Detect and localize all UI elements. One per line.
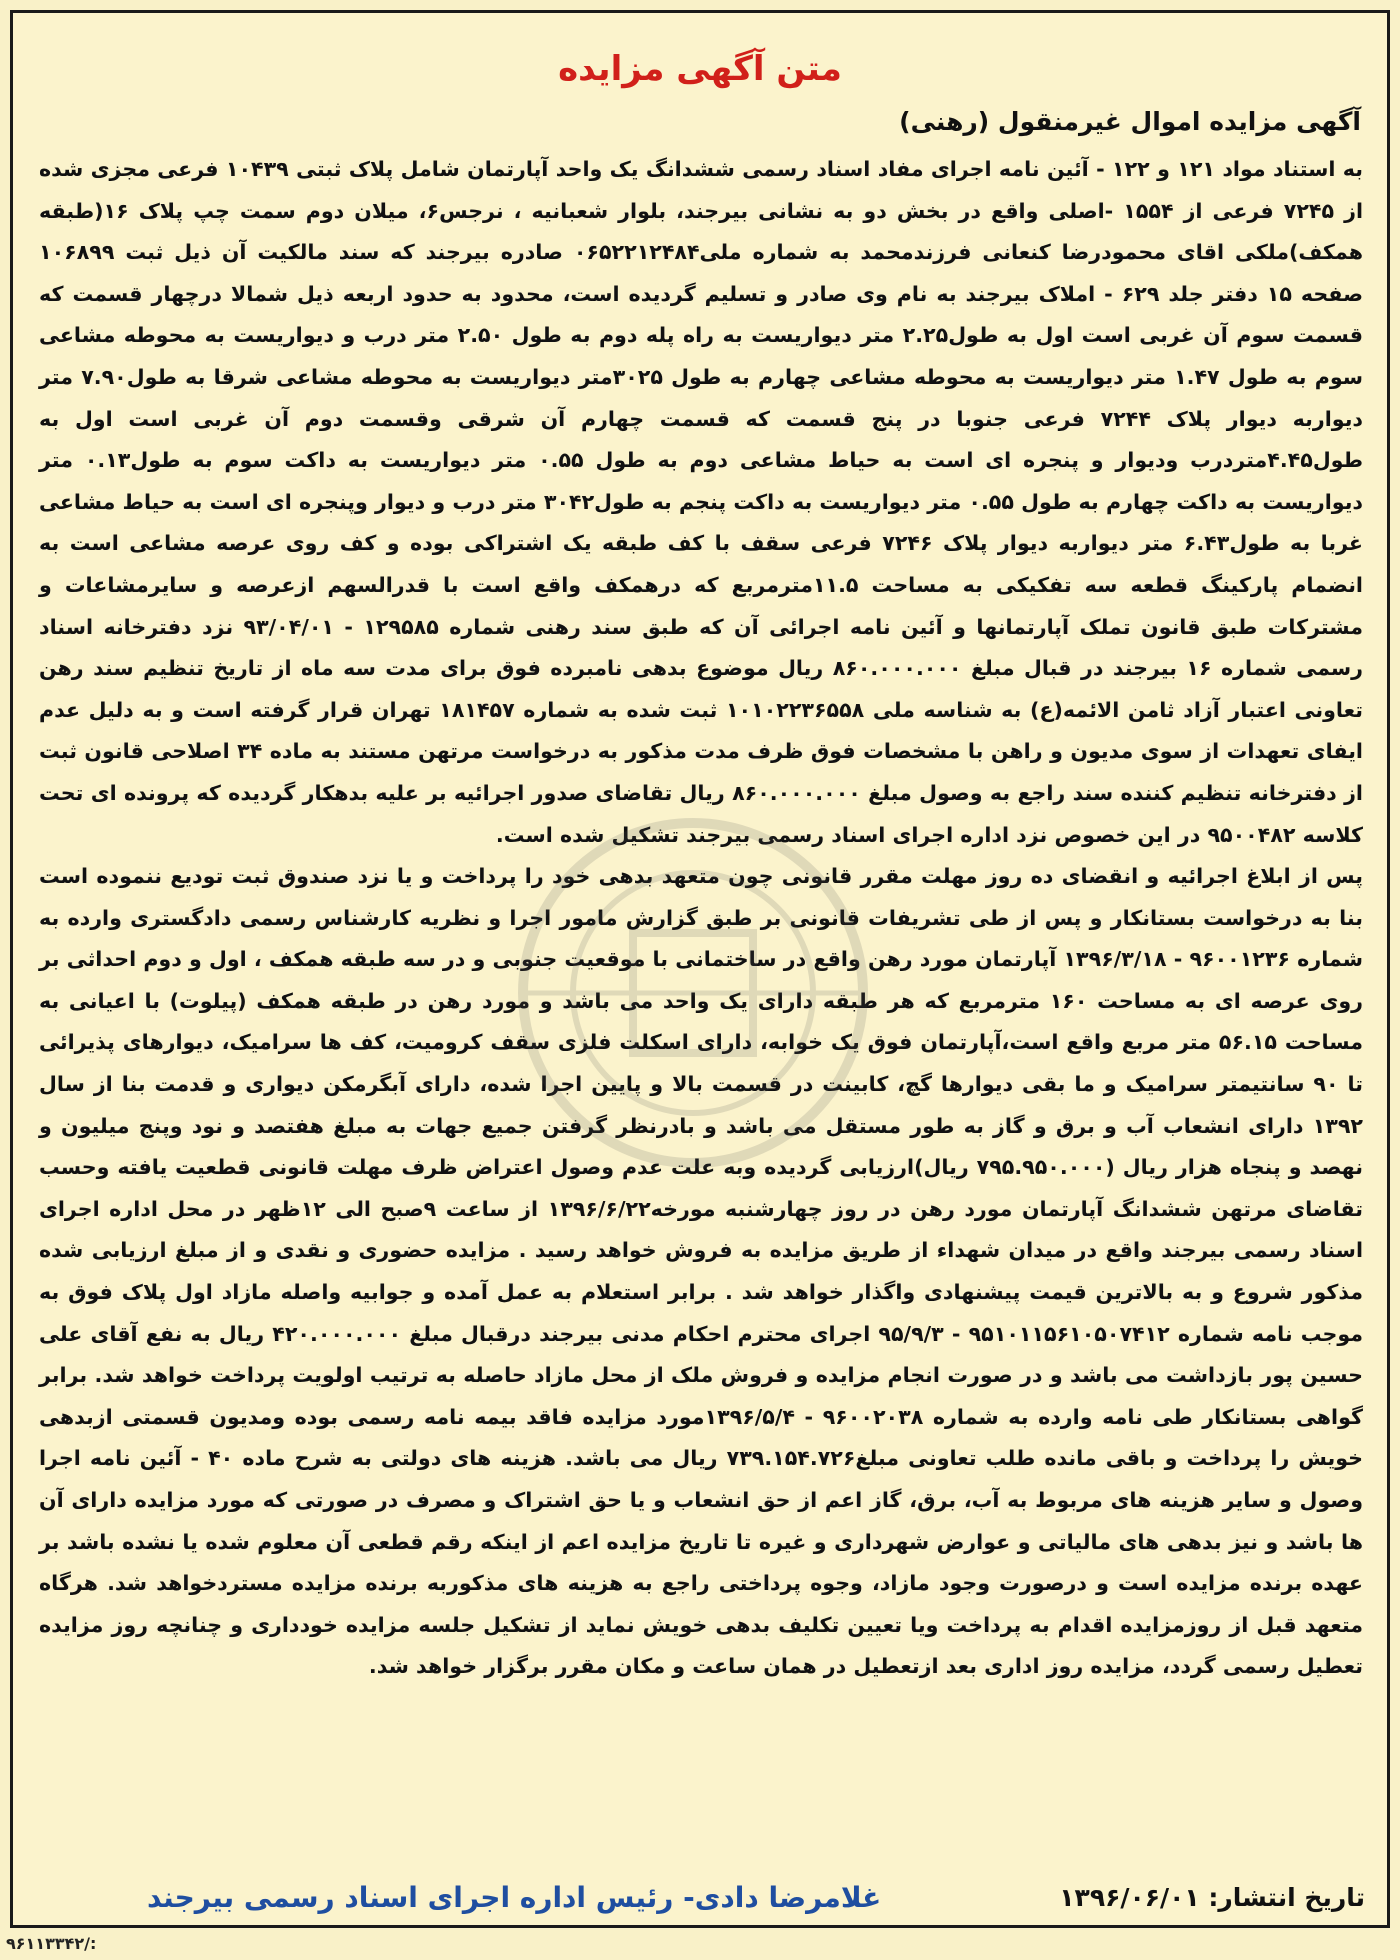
parsnamad-watermark-icon [483,793,903,1233]
ad-paragraph-2: پس از ابلاغ اجرائیه و انقضای ده روز مهلت مقرر قانونی چون متعهد بدهی خود را پرداخت و یا نزد صندوق ثبت تودیع ننموده است بنا به درخواست بستانکار و پس از طی تشریفات قانونی بر طبق گزارش مامور اجرا و نظریه کارشناس رسمی دادگستری وارده به شماره ۹۶۰۰۱۲۳۶ - ۱۳۹۶/۳/۱۸ آپارتمان مورد رهن واقع در ساختمانی با موقعیت جنوبی و در سه طبقه همکف ، اول و دوم احداثی بر روی عرصه ای به مساحت ۱۶۰ مترمربع که هر طبقه دارای یک واحد می باشد و مورد رهن در طبقه همکف (پیلوت) با اعیانی به مساحت ۵۶.۱۵ متر مربع واقع است،آپارتمان فوق یک خوابه، دارای اسکلت فلزی سقف کرومیت، کف ها سرامیک، دیوارهای پذیرائی تا ۹۰ سانتیمتر سرامیک و ما بقی دیوارها گچ، کابینت در قسمت بالا و پایین اجرا شده، دارای آبگرمکن دیواری و قدمت بنا از سال ۱۳۹۲ دارای انشعاب آب و برق و گاز به طور مستقل می باشد و بادرنظر گرفتن جمیع جهات به مبلغ هفتصد و نود وپنج میلیون و نهصد و پنجاه هزار ریال (۷۹۵.۹۵۰.۰۰۰ ریال)ارزیابی گردیده وبه علت عدم وصول اعتراض ظرف مهلت قانونی قطعیت یافته وحسب تقاضای مرتهن ششدانگ آپارتمان مورد رهن در روز چهارشنبه مورخه۱۳۹۶/۶/۲۲ از ساعت ۹صبح الی ۱۲ظهر در محل اداره اجرای اسناد رسمی بیرجند واقع در میدان شهداء از طریق مزایده به فروش خواهد رسید . مزایده حضوری و نقدی و از مبلغ ارزیابی شده مذکور شروع و به بالاترین قیمت پیشنهادی واگذار خواهد شد . برابر استعلام به عمل آمده و جوابیه واصله مازاد اول پلاک فوق به موجب نامه شماره ۹۵۱۰۱۱۵۶۱۰۵۰۷۴۱۲ - ۹۵/۹/۳ اجرای محترم احکام مدنی بیرجند درقبال مبلغ ۴۲۰.۰۰۰.۰۰۰ ریال به نفع آقای علی حسین پور بازداشت می باشد و در صورت انجام مزایده و فروش ملک از محل مازاد حاصله به ترتیب اولویت پرداخت خواهد شد. برابر گواهی بستانکار طی نامه وارده به شماره ۹۶۰۰۲۰۳۸ - ۱۳۹۶/۵/۴مورد مزایده فاقد بیمه نامه رسمی بوده ومدیون قسمتی ازبدهی خویش را پرداخت و باقی مانده طلب تعاونی مبلغ۷۳۹.۱۵۴.۷۲۶ ریال می باشد. هزینه های دولتی به شرح ماده ۴۰ - آئین نامه اجرا وصول و سایر هزینه های مربوط به آب، برق، گاز اعم از حق انشعاب و یا حق اشتراک و مصرف در صورتی که مورد مزایده دارای آن ها باشد و نیز بدهی های مالیاتی و عوارض شهرداری و غیره تا تاریخ مزایده اعم از اینکه رقم قطعی آن معلوم شده یا نشده باشد بر عهده برنده مزایده است و درصورت وجود مازاد، وجوه پرداختی راجع به هزینه های مذکوربه برنده مزایده مستردخواهد شد. هرگاه متعهد قبل از روزمزایده اقدام به پرداخت ویا تعیین تکلیف بدهی خویش نماید از تشکیل جلسه مزایده خودداری و چنانچه روز مزایده تعطیل رسمی گردد، مزایده روز اداری بعد ازتعطیل در همان ساعت و مکان مقرر برگزار خواهد شد. [39,864,1364,1679]
ad-title: متن آگهی مزایده [558,49,842,89]
signature-line: غلامرضا دادی- رئیس اداره اجرای اسناد رسمی بیرجند [147,1881,882,1914]
ad-code: ۹۶۱۱۳۳۴۲/: [6,1934,97,1953]
ad-border-frame [10,10,1390,1928]
publish-date: تاریخ انتشار: ۱۳۹۶/۰۶/۰۱ [1059,1883,1365,1912]
ad-footer [37,1877,1365,1925]
ad-paragraph-1: به استناد مواد ۱۲۱ و ۱۲۲ - آئین نامه اجرای مفاد اسناد رسمی ششدانگ یک واحد آپارتمان شامل پلاک ثبتی ۱۰۴۳۹ فرعی مجزی شده از ۷۲۴۵ فرعی از ۱۵۵۴ -اصلی واقع در بخش دو به نشانی بیرجند، بلوار شعبانیه ، نرجس۶، میلان دوم سمت چپ پلاک ۱۶(طبقه همکف)ملکی اقای محمودرضا کنعانی فرزندمحمد به شماره ملی۰۶۵۲۲۱۲۴۸۴ صادره بیرجند که سند مالکیت آن ذیل ثبت ۱۰۶۸۹۹ صفحه ۱۵ دفتر جلد ۶۲۹ - املاک بیرجند به نام وی صادر و تسلیم گردیده است، محدود به حدود اربعه ذیل شمالا درچهار قسمت که قسمت سوم آن غربی است اول به طول۲.۲۵ متر دیواریست به راه پله دوم به طول ۲.۵۰ متر درب و دیواریست به محوطه مشاعی سوم به طول ۱.۴۷ متر دیواریست به محوطه مشاعی چهارم به طول ۳۰۲۵متر دیواریست به محوطه مشاعی شرقا به طول۷.۹۰ متر دیواربه دیوار پلاک ۷۲۴۴ فرعی جنوبا در پنج قسمت که قسمت چهارم آن شرقی وقسمت دوم آن غربی است اول به طول۴.۴۵متردرب ودیوار و پنجره ای است به حیاط مشاعی دوم به طول ۰.۵۵ متر دیواریست به داکت سوم به طول۰.۱۳ متر دیواریست به داکت چهارم به طول ۰.۵۵ متر دیواریست به داکت پنجم به طول۳۰۴۲ متر درب و دیوار وپنجره ای است به حیاط مشاعی غربا به طول۶.۴۳ متر دیواربه دیوار پلاک ۷۲۴۶ فرعی سقف با کف طبقه یک اشتراکی بوده و کف روی عرصه مشاعی است به انضمام پارکینگ قطعه سه تفکیکی به مساحت ۱۱.۵مترمربع که درهمکف واقع است با قدرالسهم ازعرصه و سایرمشاعات و مشترکات طبق قانون تملک آپارتمانها و آئین نامه اجرائی آن که طبق سند رهنی شماره ۱۲۹۵۸۵ - ۹۳/۰۴/۰۱ نزد دفترخانه اسناد رسمی شماره ۱۶ بیرجند در قبال مبلغ ۸۶۰.۰۰۰.۰۰۰ ریال موضوع بدهی نامبرده فوق برای مدت سه ماه از تاریخ تنظیم سند رهن تعاونی اعتبار آزاد ثامن الائمه(ع) به شناسه ملی ۱۰۱۰۲۲۳۶۵۵۸ ثبت شده به شماره ۱۸۱۴۵۷ تهران قرار گرفته است و به دلیل عدم ایفای تعهدات از سوی مدیون و راهن با مشخصات فوق ظرف مدت مذکور به درخواست مرتهن مستند به ماده ۳۴ اصلاحی قانون ثبت از دفترخانه تنظیم کننده سند راجع به وصول مبلغ ۸۶۰.۰۰۰.۰۰۰ ریال تقاضای صدور اجرائیه بر علیه بدهکار گردیده که پرونده ای تحت کلاسه ۹۵۰۰۴۸۲ در این خصوص نزد اداره اجرای اسناد رسمی بیرجند تشکیل شده است. [39,157,1364,847]
ad-subtitle: آگهی مزایده اموال غیرمنقول (رهنی) [899,107,1361,136]
